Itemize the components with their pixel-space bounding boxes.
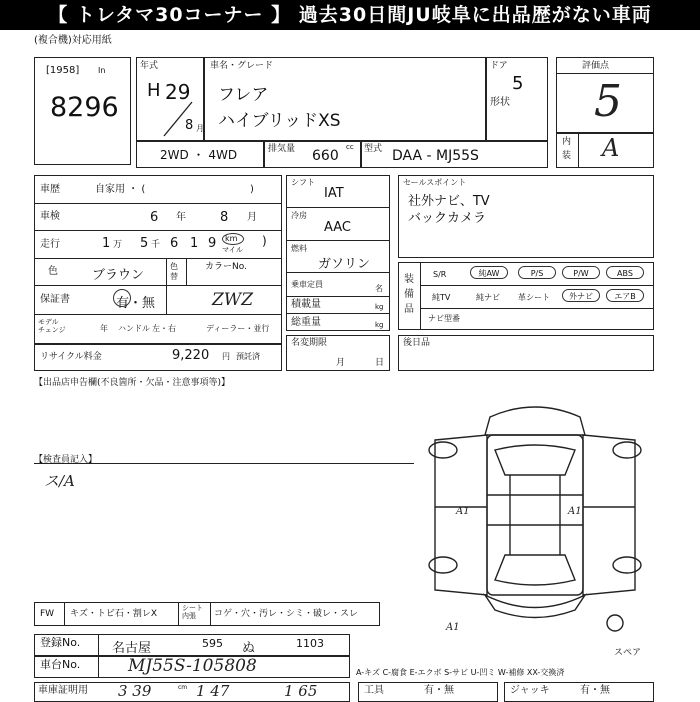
registration-class: 595 <box>202 637 223 650</box>
equip-aw-circled: 純AW <box>470 266 508 279</box>
name-label: 車名・グレード <box>210 61 274 71</box>
color-label: 色 <box>48 266 58 277</box>
mileage-unit-man: 万 <box>113 240 123 250</box>
lot-number: 8296 <box>50 92 119 123</box>
jack-value: 有・無 <box>580 685 610 696</box>
mileage-d1: 1 <box>102 236 111 251</box>
seller-notes-label: 【出品店申告欄(不良箇所・欠品・注意事項等)】 <box>34 378 231 388</box>
interior-label-1: 内 <box>562 137 572 147</box>
color-value: ブラウン <box>92 268 145 283</box>
floor-items: キズ・トビ石・割レX <box>70 609 157 619</box>
color-code-label: カラーNo. <box>205 262 247 272</box>
recycle-deposit: 預託済 <box>236 352 260 361</box>
history-close: ) <box>250 184 254 195</box>
chassis-label: 車台No. <box>40 658 81 671</box>
mileage-unit-mile: マイル <box>222 246 243 254</box>
equip-ps: P/S <box>518 266 556 279</box>
mileage-d3: 6 <box>170 236 179 251</box>
form-note: (複合機)対応用紙 <box>34 35 112 46</box>
inspection-month-unit: 月 <box>247 212 257 223</box>
ac-label: 冷房 <box>291 211 307 220</box>
shift-label: シフト <box>291 178 315 187</box>
shape-label: 形状 <box>490 97 510 108</box>
cert-unit: cm <box>178 684 188 691</box>
inspection-year-unit: 年 <box>176 212 186 223</box>
mileage-unit-sen: 千 <box>151 240 161 250</box>
mileage-unit-km: km <box>225 234 238 243</box>
registration-number: 1103 <box>296 637 324 650</box>
year-month-unit: 月 <box>196 124 204 133</box>
mileage-d4: 1 <box>190 236 199 251</box>
displacement-unit: cc <box>346 143 354 151</box>
model-change-label-2: チェンジ <box>38 326 66 334</box>
year-value: 29 <box>165 80 191 104</box>
score-value: 5 <box>594 76 622 127</box>
interior-score: A <box>602 134 620 162</box>
equip-sr: S/R <box>433 270 447 279</box>
handle-label: ハンドル <box>118 324 150 333</box>
lane-number: [1958] <box>46 65 80 76</box>
damage-mark-left: A1 <box>456 506 470 517</box>
registration-kana: ぬ <box>242 641 256 656</box>
year-month: 8 <box>185 118 194 133</box>
registration-city: 名古屋 <box>112 641 152 656</box>
inspection-year: 6 <box>150 210 159 225</box>
type-value: DAA - MJ55S <box>392 148 479 164</box>
history-value: 自家用 ・ ( <box>95 184 146 195</box>
cert-height: 1 65 <box>284 682 318 700</box>
car-grade: ハイブリッドXS <box>218 111 341 131</box>
equip-ext-navi-circled: 外ナビ <box>562 289 600 302</box>
seat-label: シート内張 <box>182 604 203 620</box>
damage-legend: A-キズ C-腐食 E-エクボ S-サビ U-凹ミ W-補修 XX-交換済 <box>356 668 565 677</box>
fuel-value: ガソリン <box>318 257 371 272</box>
registration-label: 登録No. <box>40 636 81 649</box>
damage-mark-right: A1 <box>568 506 582 517</box>
doors-value: 5 <box>512 73 524 94</box>
load-unit: kg <box>375 303 384 311</box>
warranty-label: 保証書 <box>40 294 70 305</box>
equip-airbag: エアB <box>606 289 644 302</box>
cert-length: 3 39 <box>118 682 152 700</box>
color-change-label: 色替 <box>170 262 178 281</box>
cert-width: 1 47 <box>196 682 230 700</box>
model-change-year-unit: 年 <box>100 324 108 333</box>
page-banner: 【 トレタマ30コーナー 】 過去30日間JU岐阜に出品歴がない車両 <box>0 0 700 30</box>
mileage-label: 走行 <box>40 239 60 250</box>
equip-abs: ABS <box>606 266 644 279</box>
fuel-label: 燃料 <box>291 244 307 253</box>
handle-value: 左・右 <box>152 324 176 333</box>
weight-unit: kg <box>375 321 384 329</box>
navi-code-label: ナビ型番 <box>428 314 460 323</box>
mileage-close-paren: ) <box>262 234 267 248</box>
shift-value: IAT <box>324 186 344 201</box>
sales-point-line-1: 社外ナビ、TV <box>408 194 490 209</box>
recycle-unit: 円 <box>222 352 230 361</box>
model-change-label-1: モデル <box>38 318 59 326</box>
tools-value: 有・無 <box>424 685 454 696</box>
cert-label: 車庫証明用 <box>38 685 88 696</box>
weight-label: 総重量 <box>291 317 321 328</box>
inspection-month: 8 <box>220 210 229 225</box>
car-damage-diagram <box>415 395 655 645</box>
inspection-label: 車検 <box>40 211 60 222</box>
equip-pw: P/W <box>562 266 600 279</box>
displacement-value: 660 <box>312 148 339 164</box>
damage-mark-bottom: A1 <box>446 622 460 633</box>
deadline-label: 名変期限 <box>291 338 328 348</box>
recycle-value: 9,220 <box>172 348 210 363</box>
seat-items: コゲ・穴・汚レ・シミ・破レ・スレ <box>214 609 359 619</box>
capacity-label: 乗車定員 <box>291 280 323 289</box>
equip-leather: 革シート <box>518 293 550 302</box>
equip-navi: 純ナビ <box>476 293 500 302</box>
sales-point-label: セールスポイント <box>403 178 467 187</box>
score-label: 評価点 <box>582 61 610 71</box>
year-era: H <box>147 80 161 101</box>
deadline-month: 月 <box>336 358 346 368</box>
year-label: 年式 <box>140 61 159 71</box>
drive-type: 2WD ・ 4WD <box>160 148 238 162</box>
capacity-unit: 名 <box>375 284 383 293</box>
warranty-value: 有・無 <box>116 296 156 311</box>
floor-label: FW <box>40 609 55 619</box>
later-date-box <box>398 335 654 371</box>
dealer-value: ディーラー・並行 <box>206 324 270 333</box>
tools-label: 工具 <box>364 685 384 696</box>
color-code-value: ZWZ <box>212 290 254 310</box>
lane-suffix: In <box>98 66 106 75</box>
spare-label: スペア <box>614 648 642 658</box>
jack-label: ジャッキ <box>510 685 550 696</box>
car-model: フレア <box>218 85 269 105</box>
inspector-label: 【検査員記入】 <box>34 455 98 465</box>
type-label: 型式 <box>364 144 383 154</box>
mileage-d2: 5 <box>140 236 149 251</box>
history-label: 車歴 <box>40 184 60 195</box>
ac-value: AAC <box>324 220 351 235</box>
later-date-label: 後日品 <box>403 338 431 348</box>
chassis-value: MJ55S-105808 <box>128 656 257 676</box>
sales-point-line-2: バックカメラ <box>408 211 487 226</box>
load-label: 積載量 <box>291 299 321 310</box>
doors-label: ドア <box>490 61 508 71</box>
recycle-label: リサイクル料金 <box>40 352 102 362</box>
interior-label-2: 装 <box>562 151 572 161</box>
equip-tv: 純TV <box>432 293 451 302</box>
inspector-note: ス/A <box>44 472 75 490</box>
displacement-label: 排気量 <box>268 144 296 154</box>
equipment-label: 装備品 <box>404 274 414 315</box>
deadline-day: 日 <box>375 358 385 368</box>
mileage-d5: 9 <box>208 236 217 251</box>
details-box <box>34 175 282 371</box>
